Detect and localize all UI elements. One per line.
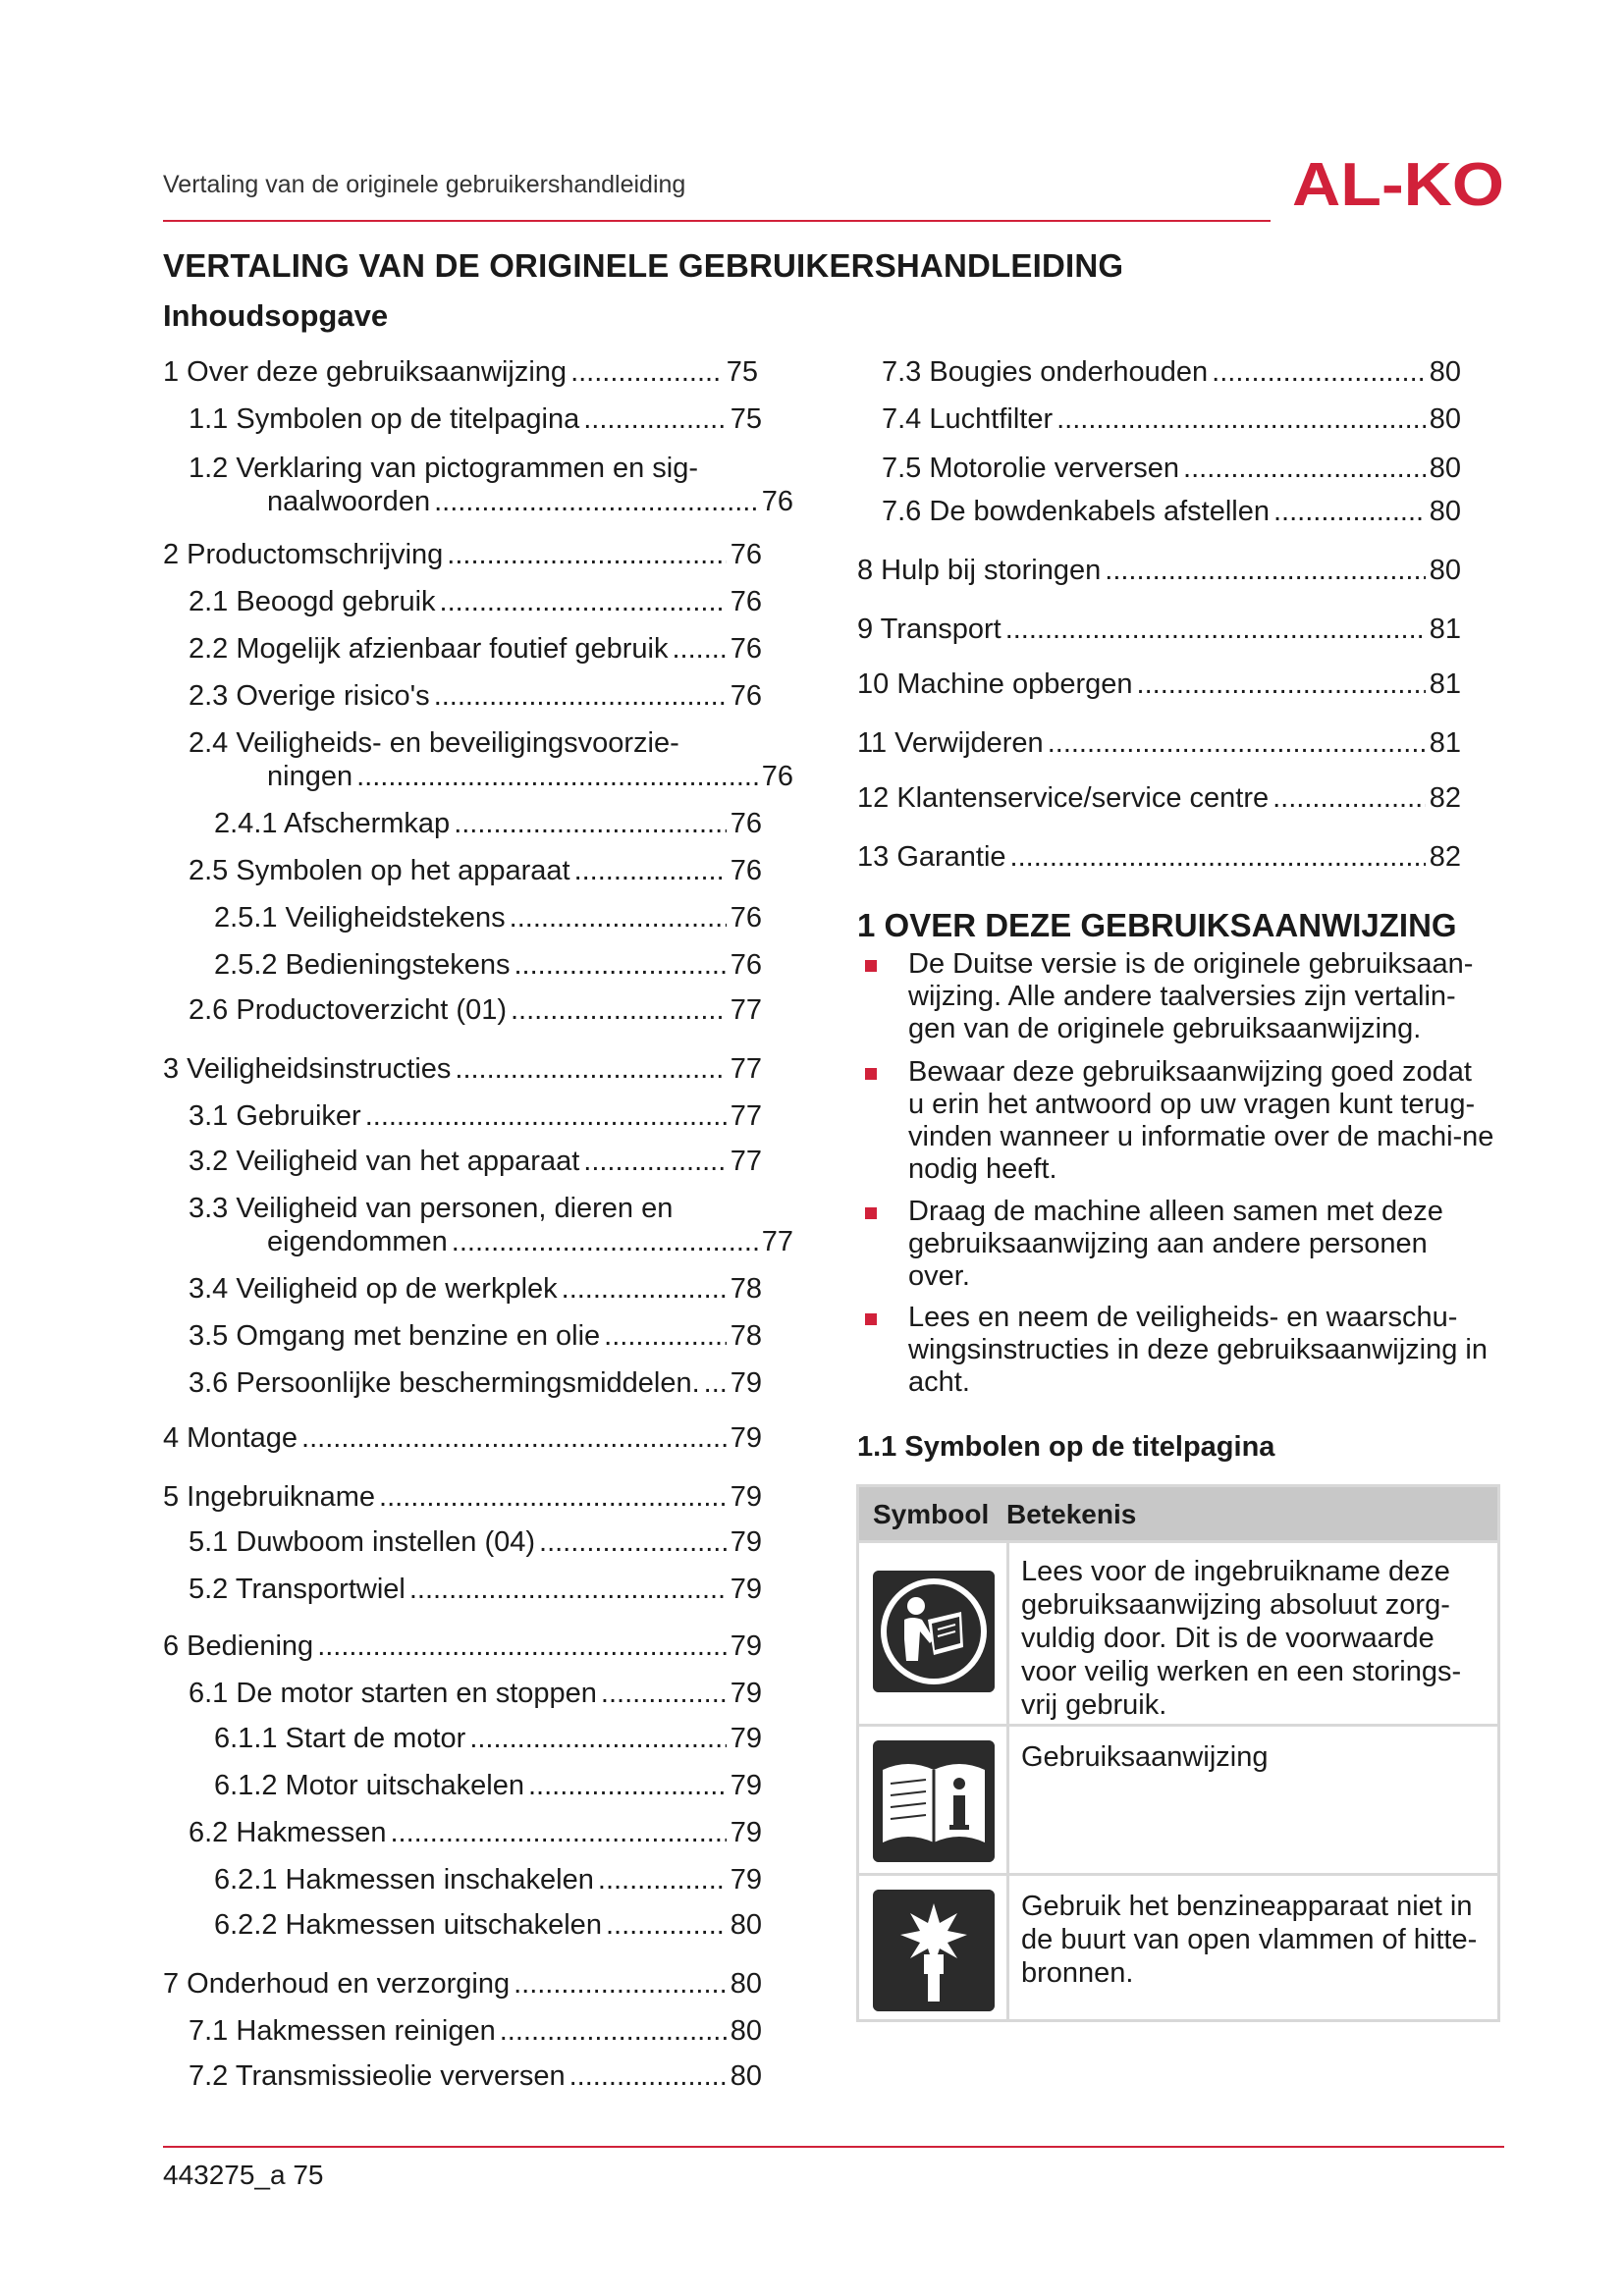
toc-entry[interactable] xyxy=(189,1145,762,1178)
toc-page-number: 82 xyxy=(1429,782,1461,814)
toc-page-number: 76 xyxy=(730,808,762,839)
toc-dot-leader xyxy=(672,632,726,666)
toc-entry-title: 7.4 Luchtfilter xyxy=(882,403,1054,435)
subsection-title: 1.1 Symbolen op de titelpagina xyxy=(857,1431,1275,1463)
alko-logo xyxy=(1292,157,1504,212)
toc-dot-leader xyxy=(604,1319,727,1353)
toc-entry-title: 9 Transport xyxy=(857,614,1001,645)
toc-page-number: 80 xyxy=(1429,496,1461,527)
toc-entry[interactable] xyxy=(189,993,762,1027)
toc-entry-title: 5.1 Duwboom instellen (04) xyxy=(189,1526,536,1558)
toc-entry-title: 2.5.1 Veiligheidstekens xyxy=(214,902,506,934)
toc-entry-title: 1.1 Symbolen op de titelpagina xyxy=(189,403,580,435)
toc-page-number: 80 xyxy=(1429,356,1461,388)
toc-dot-leader xyxy=(317,1629,727,1663)
toc-dot-leader xyxy=(1048,726,1426,760)
toc-dot-leader xyxy=(598,1863,727,1896)
toc-dot-leader xyxy=(511,993,727,1027)
list-item-text: Bewaar deze gebruiksaanwijzing goed zodat u erin het antwoord op uw vragen kunt terug-vinden wanneer u informatie over de machi-ne nodig heeft. xyxy=(908,1056,1494,1185)
toc-dot-leader xyxy=(574,854,727,887)
toc-entry[interactable] xyxy=(189,2059,762,2093)
toc-entry-title: naalwoorden xyxy=(267,486,431,517)
bullet-square-icon xyxy=(865,1068,877,1080)
toc-entry-title: 3.1 Gebruiker xyxy=(189,1100,361,1132)
toc-dot-leader xyxy=(447,538,726,571)
column-divider xyxy=(1006,1876,1009,2022)
toc-dot-leader xyxy=(455,1052,726,1086)
header-rule xyxy=(163,220,1271,222)
toc-page-number: 76 xyxy=(761,486,793,517)
toc-entry[interactable] xyxy=(882,355,1461,389)
toc-dot-leader xyxy=(1010,840,1426,874)
toc-page-number: 80 xyxy=(730,1909,762,1941)
toc-entry[interactable] xyxy=(163,355,758,389)
toc-entry[interactable] xyxy=(882,452,1461,485)
toc-entry-title: 2.2 Mogelijk afzienbaar foutief gebruik xyxy=(189,633,669,665)
toc-page-number: 79 xyxy=(730,1481,762,1513)
bullet-square-icon xyxy=(865,1207,877,1219)
footer-rule xyxy=(163,2146,1504,2148)
toc-dot-leader xyxy=(1212,355,1426,389)
toc-dot-leader xyxy=(514,1967,727,2001)
toc-entry[interactable] xyxy=(857,554,1461,587)
toc-entry[interactable] xyxy=(214,901,762,934)
toc-page-number: 79 xyxy=(730,1723,762,1754)
toc-entry[interactable] xyxy=(189,1319,762,1353)
symbol-meaning: Gebruiksaanwijzing xyxy=(1021,1741,1269,1773)
toc-entry[interactable] xyxy=(163,1421,762,1455)
toc-dot-leader xyxy=(601,1677,727,1710)
toc-page-number: 81 xyxy=(1429,668,1461,700)
toc-page-number: 77 xyxy=(730,1100,762,1132)
symbol-meaning: Lees voor de ingebruikname deze gebruiksaanwijzing absoluut zorg-vuldig door. Dit is de voorwaarde voor veilig werken en een storings-vrij gebruik. xyxy=(1021,1556,1462,1721)
toc-dot-leader xyxy=(583,402,727,436)
toc-dot-leader xyxy=(583,1145,726,1178)
toc-page-number: 79 xyxy=(730,1574,762,1605)
toc-entry-title: 2.4.1 Afschermkap xyxy=(214,808,451,839)
toc-page-number: 81 xyxy=(1429,727,1461,759)
toc-dot-leader xyxy=(1272,781,1426,815)
bullet-square-icon xyxy=(865,1313,877,1325)
toc-page-number: 80 xyxy=(730,1968,762,2000)
toc-entry-title: 4 Montage xyxy=(163,1422,298,1454)
toc-dot-leader xyxy=(301,1421,727,1455)
toc-entry[interactable] xyxy=(189,2014,762,2048)
toc-page-number: 76 xyxy=(730,539,762,570)
toc-entry[interactable] xyxy=(857,781,1461,815)
section-title: 1 OVER DEZE GEBRUIKSAANWIJZING xyxy=(857,907,1457,943)
toc-dot-leader xyxy=(379,1480,727,1514)
table-header xyxy=(859,1487,1497,1540)
toc-page-number: 80 xyxy=(1429,453,1461,484)
toc-entry-title: 2.1 Beoogd gebruik xyxy=(189,586,436,617)
toc-dot-leader xyxy=(440,585,727,618)
toc-page-number: 76 xyxy=(761,761,793,792)
toc-entry-title: 5 Ingebruikname xyxy=(163,1481,376,1513)
toc-entry-title-first-line: 2.4 Veiligheids- en beveiligingsvoorzie- xyxy=(189,727,679,759)
toc-heading: Inhoudsopgave xyxy=(163,298,389,333)
toc-entry-title: 10 Machine opbergen xyxy=(857,668,1133,700)
toc-entry-title: 3 Veiligheidsinstructies xyxy=(163,1053,452,1085)
toc-dot-leader xyxy=(356,760,758,793)
column-divider xyxy=(1006,1727,1009,1876)
toc-dot-leader xyxy=(704,1366,727,1400)
toc-entry-title-first-line: 3.3 Veiligheid van personen, dieren en xyxy=(189,1193,674,1224)
bullet-square-icon xyxy=(865,960,877,972)
toc-entry-title: 12 Klantenservice/service centre xyxy=(857,782,1270,814)
toc-entry-title: 3.2 Veiligheid van het apparaat xyxy=(189,1146,580,1177)
toc-entry-title: 6.1 De motor starten en stoppen xyxy=(189,1678,597,1709)
toc-entry-title: 3.6 Persoonlijke beschermingsmiddelen. xyxy=(189,1367,700,1399)
toc-page-number: 80 xyxy=(730,2015,762,2047)
toc-dot-leader xyxy=(539,1525,727,1559)
toc-dot-leader xyxy=(528,1769,727,1802)
toc-page-number: 80 xyxy=(1429,403,1461,435)
toc-page-number: 76 xyxy=(730,855,762,886)
toc-dot-leader xyxy=(1056,402,1426,436)
toc-entry-title: 6 Bediening xyxy=(163,1630,314,1662)
footer-doc-number: 443275_a 75 xyxy=(163,2160,324,2190)
svg-text:AL-KO: AL-KO xyxy=(1292,157,1504,212)
table-row xyxy=(859,1873,1497,2022)
toc-dot-leader xyxy=(570,355,723,389)
toc-entry-title: 7.5 Motorolie verversen xyxy=(882,453,1180,484)
manual-info-icon xyxy=(873,1740,995,1862)
toc-entry-title: 2.5 Symbolen op het apparaat xyxy=(189,855,570,886)
toc-page-number: 76 xyxy=(730,902,762,934)
toc-page-number: 79 xyxy=(730,1422,762,1454)
toc-page-number: 76 xyxy=(730,949,762,981)
list-item-text: Draag de machine alleen samen met deze gebruiksaanwijzing aan andere personen over. xyxy=(908,1196,1443,1292)
toc-entry-title: 7.3 Bougies onderhouden xyxy=(882,356,1209,388)
toc-entry[interactable] xyxy=(189,1525,762,1559)
toc-entry[interactable] xyxy=(189,679,762,713)
toc-entry[interactable] xyxy=(214,1863,762,1896)
toc-entry[interactable] xyxy=(189,1816,762,1849)
toc-page-number: 79 xyxy=(730,1367,762,1399)
read-manual-icon xyxy=(873,1571,995,1692)
toc-entry-title: eigendommen xyxy=(267,1226,448,1257)
toc-entry-title-first-line: 1.2 Verklaring van pictogrammen en sig- xyxy=(189,453,699,484)
toc-page-number: 79 xyxy=(730,1630,762,1662)
toc-dot-leader xyxy=(409,1573,727,1606)
toc-page-number: 78 xyxy=(730,1320,762,1352)
toc-dot-leader xyxy=(434,485,758,518)
toc-page-number: 76 xyxy=(730,586,762,617)
toc-entry[interactable] xyxy=(882,495,1461,528)
toc-entry[interactable] xyxy=(857,667,1461,701)
toc-entry-title: 7.2 Transmissieolie verversen xyxy=(189,2060,566,2092)
toc-page-number: 77 xyxy=(761,1226,793,1257)
toc-entry[interactable] xyxy=(214,807,762,840)
toc-entry-title: 13 Garantie xyxy=(857,841,1006,873)
toc-entry-title: 3.4 Veiligheid op de werkplek xyxy=(189,1273,558,1305)
list-item-text: De Duitse versie is de originele gebruiksaan-wijzing. Alle andere taalversies zijn vertalin-gen van de originele gebruiksaanwijzing. xyxy=(908,948,1474,1044)
toc-page-number: 79 xyxy=(730,1770,762,1801)
toc-entry[interactable] xyxy=(214,948,762,982)
toc-entry-title: 6.1.1 Start de motor xyxy=(214,1723,466,1754)
toc-page-number: 79 xyxy=(730,1678,762,1709)
toc-page-number: 81 xyxy=(1429,614,1461,645)
toc-dot-leader xyxy=(434,679,727,713)
toc-page-number: 77 xyxy=(730,994,762,1026)
toc-entry-title: 7 Onderhoud en verzorging xyxy=(163,1968,511,2000)
toc-entry-title: 7.1 Hakmessen reinigen xyxy=(189,2015,496,2047)
symbol-table xyxy=(856,1484,1500,2022)
toc-entry[interactable] xyxy=(189,1099,762,1133)
toc-entry[interactable] xyxy=(857,613,1461,646)
toc-entry[interactable] xyxy=(189,632,762,666)
toc-page-number: 79 xyxy=(730,1864,762,1896)
toc-entry-title: 6.1.2 Motor uitschakelen xyxy=(214,1770,524,1801)
toc-entry-title: 2.3 Overige risico's xyxy=(189,680,430,712)
toc-dot-leader xyxy=(569,2059,727,2093)
toc-entry[interactable] xyxy=(857,840,1461,874)
toc-entry[interactable] xyxy=(267,485,793,518)
toc-page-number: 77 xyxy=(730,1146,762,1177)
toc-entry-title: 6.2.1 Hakmessen inschakelen xyxy=(214,1864,594,1896)
document-title: VERTALING VAN DE ORIGINELE GEBRUIKERSHANDLEIDING xyxy=(163,247,1124,284)
toc-entry[interactable] xyxy=(163,1480,762,1514)
toc-page-number: 76 xyxy=(730,680,762,712)
table-row xyxy=(859,1724,1497,1876)
toc-entry-title: 11 Verwijderen xyxy=(857,727,1044,759)
toc-dot-leader xyxy=(1273,495,1426,528)
toc-entry[interactable] xyxy=(189,402,762,436)
toc-page-number: 75 xyxy=(726,356,758,388)
toc-entry-title: 2.5.2 Bedieningstekens xyxy=(214,949,511,981)
toc-entry[interactable] xyxy=(189,854,762,887)
toc-entry[interactable] xyxy=(189,1366,762,1400)
toc-page-number: 79 xyxy=(730,1526,762,1558)
toc-entry[interactable] xyxy=(189,1573,762,1606)
toc-entry-title: 5.2 Transportwiel xyxy=(189,1574,406,1605)
toc-entry-title: 1 Over deze gebruiksaanwijzing xyxy=(163,356,568,388)
toc-entry-title: 8 Hulp bij storingen xyxy=(857,555,1102,586)
toc-page-number: 78 xyxy=(730,1273,762,1305)
toc-dot-leader xyxy=(606,1908,727,1942)
toc-entry-title: 2.6 Productoverzicht (01) xyxy=(189,994,507,1026)
no-open-flame-icon xyxy=(873,1890,995,2011)
toc-page-number: 80 xyxy=(730,2060,762,2092)
toc-page-number: 80 xyxy=(1429,555,1461,586)
list-item xyxy=(857,948,1495,1045)
symbol-meaning: Gebruik het benzineapparaat niet in de buurt van open vlammen of hitte-bronnen. xyxy=(1021,1891,1478,1989)
column-header-symbol: Symbool xyxy=(873,1499,990,1529)
table-row xyxy=(859,1540,1497,1727)
toc-dot-leader xyxy=(469,1722,726,1755)
toc-entry-title: ningen xyxy=(267,761,353,792)
toc-dot-leader xyxy=(1105,554,1425,587)
toc-entry-title: 6.2.2 Hakmessen uitschakelen xyxy=(214,1909,602,1941)
toc-entry[interactable] xyxy=(163,1052,762,1086)
list-item xyxy=(857,1196,1495,1293)
toc-entry-title: 6.2 Hakmessen xyxy=(189,1817,387,1848)
toc-page-number: 75 xyxy=(730,403,762,435)
toc-entry[interactable] xyxy=(189,585,762,618)
column-header-meaning: Betekenis xyxy=(1006,1499,1137,1529)
toc-entry[interactable] xyxy=(189,1272,762,1306)
toc-page-number: 76 xyxy=(730,633,762,665)
toc-page-number: 79 xyxy=(730,1817,762,1848)
toc-entry[interactable] xyxy=(857,726,1461,760)
list-item xyxy=(857,1302,1495,1399)
toc-dot-leader xyxy=(514,948,727,982)
column-divider xyxy=(1006,1543,1009,1727)
toc-page-number: 77 xyxy=(730,1053,762,1085)
toc-entry[interactable] xyxy=(267,760,793,793)
running-header: Vertaling van de originele gebruikershandleiding xyxy=(163,171,686,198)
list-item-text: Lees en neem de veiligheids- en waarschu-wingsinstructies in deze gebruiksaanwijzing in acht. xyxy=(908,1302,1488,1398)
toc-dot-leader xyxy=(365,1099,727,1133)
toc-entry[interactable] xyxy=(882,402,1461,436)
toc-dot-leader xyxy=(1183,452,1426,485)
toc-entry[interactable] xyxy=(163,1967,762,2001)
toc-entry[interactable] xyxy=(214,1908,762,1942)
toc-entry[interactable] xyxy=(163,538,762,571)
toc-entry[interactable] xyxy=(189,1677,762,1710)
list-item xyxy=(857,1056,1495,1186)
toc-entry-title: 7.6 De bowdenkabels afstellen xyxy=(882,496,1270,527)
toc-entry[interactable] xyxy=(267,1225,793,1258)
toc-entry-title: 3.5 Omgang met benzine en olie xyxy=(189,1320,601,1352)
toc-entry[interactable] xyxy=(163,1629,762,1663)
toc-dot-leader xyxy=(454,807,727,840)
toc-dot-leader xyxy=(562,1272,727,1306)
toc-dot-leader xyxy=(500,2014,727,2048)
toc-dot-leader xyxy=(1137,667,1426,701)
toc-page-number: 82 xyxy=(1429,841,1461,873)
toc-entry[interactable] xyxy=(214,1722,762,1755)
toc-dot-leader xyxy=(452,1225,758,1258)
toc-entry-title: 2 Productomschrijving xyxy=(163,539,444,570)
toc-dot-leader xyxy=(510,901,727,934)
toc-dot-leader xyxy=(1005,613,1426,646)
toc-dot-leader xyxy=(391,1816,727,1849)
toc-entry[interactable] xyxy=(214,1769,762,1802)
